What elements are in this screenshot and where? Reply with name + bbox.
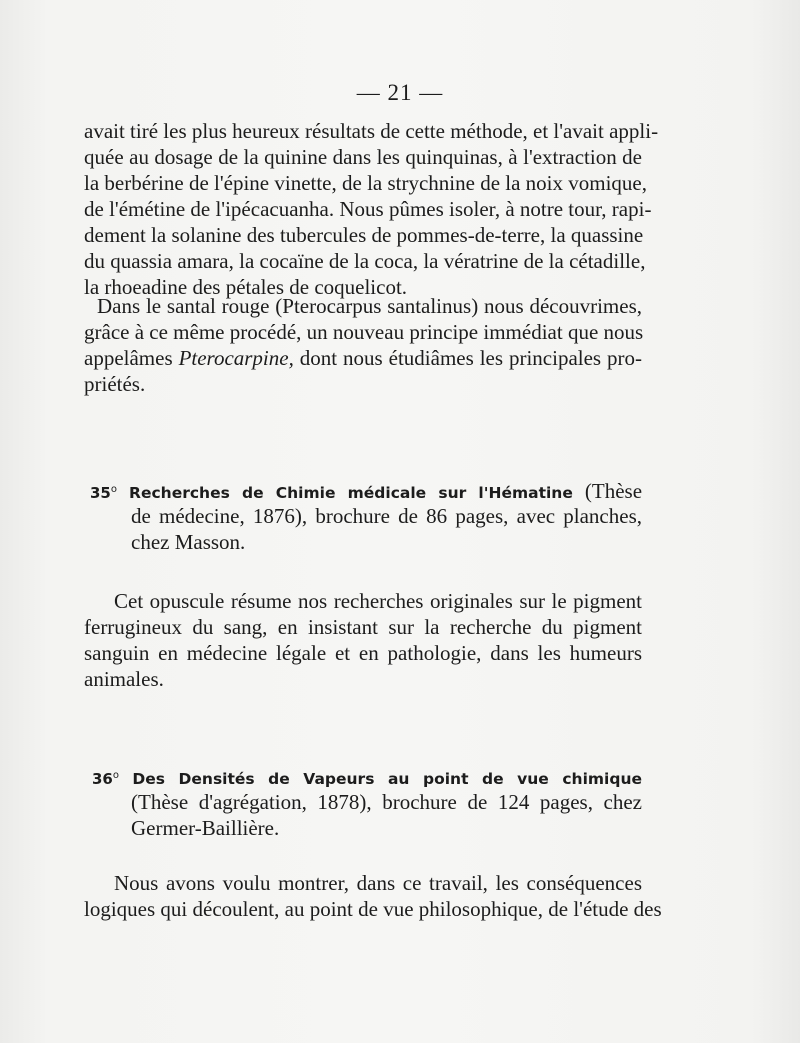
text-line: de l'émétine de l'ipécacuanha. Nous pûmes isoler, à notre tour, rapi- <box>84 197 652 221</box>
text-line: animales. <box>84 667 164 691</box>
text-line: du quassia amara, la cocaïne de la coca, la vératrine de la cétadille, <box>84 249 646 273</box>
text-line: la berbérine de l'épine vinette, de la strychnine de la noix vomique, <box>84 171 648 195</box>
text-line: dement la solanine des tubercules de pommes-de-terre, la quassine <box>84 223 644 247</box>
text-line: logiques qui découlent, au point de vue philosophique, de l'étude des <box>84 897 662 921</box>
text-line: priétés. <box>84 372 146 396</box>
text-line: avait tiré les plus heureux résultats de cette méthode, et l'avait appli- <box>84 119 659 143</box>
entry-35-heading <box>90 477 642 506</box>
text-line: ferrugineux du sang, en insistant sur la recherche du pigment <box>84 615 642 639</box>
text-run: appelâmes <box>84 346 179 370</box>
text-line: chez Masson. <box>131 530 246 554</box>
text-line: de médecine, 1876), brochure de 86 pages, avec planches, <box>131 504 642 528</box>
text-line: la rhoeadine des pétales de coquelicot. <box>84 275 408 299</box>
text-line: (Thèse d'agrégation, 1878), brochure de 124 pages, chez <box>131 790 642 814</box>
text-line: Germer-Baillière. <box>131 816 280 840</box>
entry-title: Recherches de Chimie médicale sur l'Hématine <box>129 484 573 502</box>
text-line: Nous avons voulu montrer, dans ce travail, les conséquences <box>114 871 642 895</box>
page-number: — 21 — <box>356 80 444 105</box>
text-line: sanguin en médecine légale et en pathologie, dans les humeurs <box>84 641 642 665</box>
entry-detail: (Thèse <box>584 479 643 503</box>
text-run: dont nous étudiâmes les principales pro- <box>293 346 643 370</box>
text-line: Dans le santal rouge (Pterocarpus santalinus) nous découvrimes, <box>97 294 642 318</box>
entry-number: 36$^o$ <box>92 770 119 788</box>
text-line: Cet opuscule résume nos recherches originales sur le pigment <box>114 589 642 613</box>
entry-number: 35$^o$ <box>90 484 117 502</box>
text-line <box>84 345 642 371</box>
entry-36-heading <box>92 763 642 792</box>
italic-term: Pterocarpine, <box>178 346 294 370</box>
text-line: quée au dosage de la quinine dans les quinquinas, à l'extraction de <box>84 145 642 169</box>
text-line: grâce à ce même procédé, un nouveau principe immédiat que nous <box>84 320 644 344</box>
entry-title: Des Densités de Vapeurs au point de vue chimique <box>132 770 642 788</box>
